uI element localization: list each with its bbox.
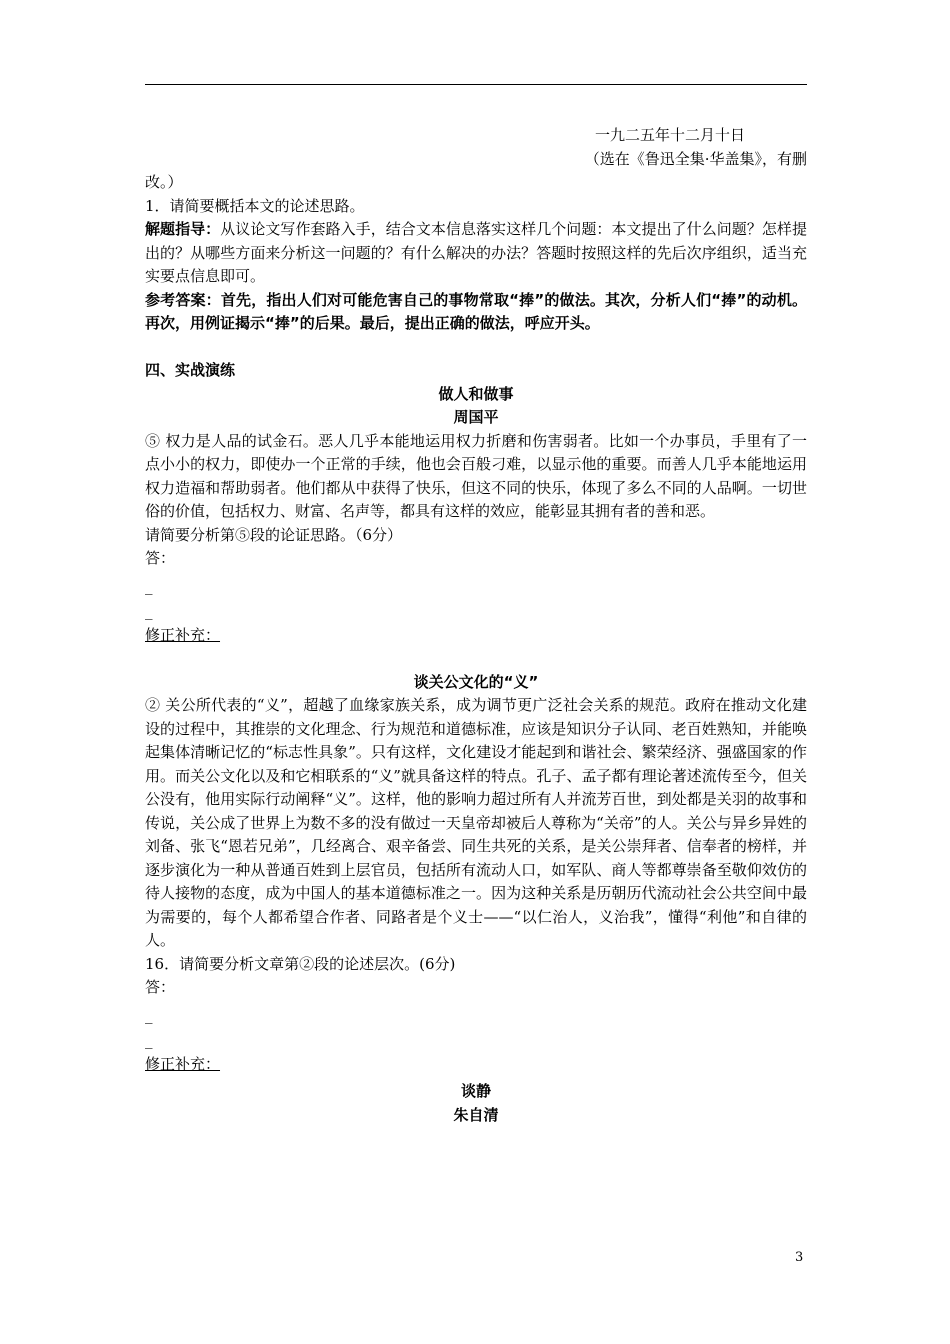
guide-label: 解题指导：	[145, 220, 221, 238]
answer-blank-line: _	[145, 576, 153, 595]
answer-blank-line: _	[145, 1005, 153, 1024]
article-title: 谈静	[460, 1082, 491, 1100]
reference-answer: 参考答案：首先，指出人们对可能危害自己的事物常取“捧”的做法。其次，分析人们“捧”的动机。再次，用例证揭示“捧”的后果。最后，提出正确的做法，呼应开头。	[145, 290, 807, 332]
header-rule	[145, 84, 807, 85]
spacer	[145, 647, 807, 671]
document-page	[145, 124, 807, 1127]
revise-label: 修正补充：	[145, 625, 221, 644]
answer-label: 答：	[145, 978, 176, 996]
revise-label: 修正补充：	[145, 1054, 221, 1073]
spacer	[145, 336, 807, 360]
question-1: 1．请简要概括本文的论述思路。	[145, 196, 365, 215]
date-line: 一九二五年十二月十日	[594, 126, 745, 144]
article-author: 周国平	[453, 408, 499, 426]
answer-label: 答：	[145, 549, 176, 567]
article-question: 16．请简要分析文章第②段的论述层次。(6分)	[145, 954, 456, 973]
guide-text: 从议论文写作套路入手，结合文本信息落实这样几个问题：本文提出了什么问题？怎样提出的？从哪些方面来分析这一问题的？有什么解决的办法？答题时按照这样的先后次序组织，适当充实要点信息即可。	[145, 220, 807, 285]
article-paragraph: ② 关公所代表的“义”，超越了血缘家族关系，成为调节更广泛社会关系的规范。政府在推动文化建设的过程中，其推崇的文化理念、行为规范和道德标准，应该是知识分子认同、老百姓熟知，并能唤起集体清晰记忆的“标志性具象”。只有这样，文化建设才能起到和谐社会、繁荣经济、强盛国家的作用。而关公文化以及和它相联系的“义”就具备这样的特点。孔子、孟子都有理论著述流传至今，但关公没有，他用实际行动阐释“义”。这样，他的影响力超过所有人并流芳百世，到处都是关羽的故事和传说，关公成了世界上为数不多的没有做过一天皇帝却被后人尊称为“关帝”的人。关公与异乡异姓的刘备、张飞“恩若兄弟”，几经离合、艰辛备尝、同生共死的关系，是关公崇拜者、信奉者的榜样，并逐步演化为一种从普通百姓到上层官员，包括所有流动人口，如军队、商人等都尊崇备至敬仰效仿的待人接物的态度，成为中国人的基本道德标准之一。因为这种关系是历朝历代流动社会公共空间中最为需要的，每个人都希望合作者、同路者是个义士——“以仁治人，义治我”，懂得“利他”和自律的人。	[145, 696, 807, 949]
article-title: 做人和做事	[438, 384, 514, 403]
article-author: 朱自清	[453, 1105, 499, 1124]
article-paragraph: ⑤ 权力是人品的试金石。恶人几乎本能地运用权力折磨和伤害弱者。比如一个办事员，手里有了一点小小的权力，即使办一个正常的手续，他也会百般刁难，以显示他的重要。而善人几乎本能地运用权力造福和帮助弱者。他们都从中获得了快乐，但这不同的快乐，体现了多么不同的人品啊。一切世俗的价值，包括权力、财富、名声等，都具有这样的效应，能彰显其拥有者的善和恶。	[145, 431, 807, 520]
source-line: （选在《鲁迅全集·华盖集》，有删	[584, 149, 807, 168]
source-line-continued: 改。）	[145, 173, 183, 191]
answer-blank-line: _	[145, 602, 153, 620]
guide-paragraph	[145, 218, 807, 289]
answer-blank-line: _	[145, 1031, 153, 1049]
article-title: 谈关公文化的“义”	[413, 672, 539, 691]
page-number: 3	[795, 1250, 804, 1265]
article-question: 请简要分析第⑤段的论证思路。（6分）	[145, 525, 403, 544]
section-heading: 四、实战演练	[145, 361, 236, 379]
